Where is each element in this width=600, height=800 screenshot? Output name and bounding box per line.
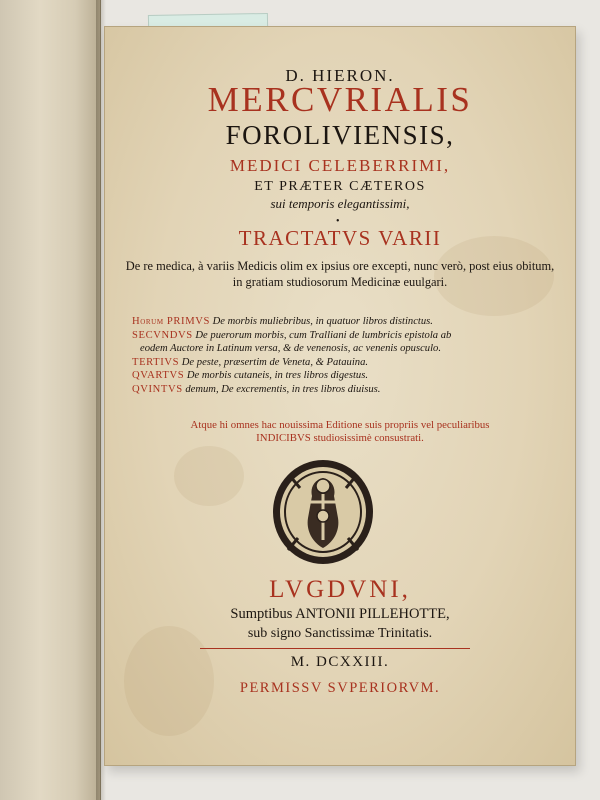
edition-note [124, 419, 556, 445]
author-prefix: D. HIERON. [285, 66, 395, 85]
author-name: MERCVRIALIS [207, 80, 473, 119]
contents-text: De peste, præsertim de Veneta, & Patauina. [181, 356, 369, 368]
contents-item-5 [132, 383, 564, 397]
contents-item-4 [132, 369, 564, 383]
contents-text: De puerorum morbis, cum Tralliani de lumbricis epistola ab [195, 329, 452, 341]
epithet-line-1: MEDICI CELEBERRIMI, [229, 156, 451, 175]
imprint-permission: PERMISSV SVPERIORVM. [239, 680, 441, 696]
imprint-year: M. DCXXIII. [290, 654, 390, 670]
work-title: TRACTATVS VARII [238, 226, 442, 250]
work-description: De re medica, à variis Medicis olim ex ipsius ore excepti, nunc verò, post eius obitum, in gratiam studiosorum Medicinæ euulgari. [125, 259, 555, 289]
edition-note-line-1: Atque hi omnes hac nouissima Editione suis propriis vel peculiaribus [190, 419, 490, 431]
book-spine-edge [0, 0, 101, 800]
contents-head: QVARTVS [132, 370, 185, 382]
edition-note-line-2: INDICIBVS studiosissimè consustrati. [256, 432, 424, 444]
contents-head: TERTIVS [132, 356, 180, 368]
trinity-emblem-icon [270, 458, 376, 566]
imprint-place: LVGDVNI, [269, 576, 411, 603]
author-origin: FOROLIVIENSIS, [225, 120, 455, 150]
epithet-line-3: sui temporis elegantissimi, [270, 196, 410, 211]
ornament-dot: • [336, 216, 340, 227]
contents-item-1 [132, 315, 564, 329]
contents-text: demum, De excrementis, in tres libros diuisus. [185, 383, 381, 395]
contents-item-3 [132, 356, 564, 370]
contents-item-2 [132, 329, 564, 343]
contents-head: Horum PRIMVS [132, 316, 210, 327]
divider-rule [200, 648, 470, 649]
contents-list [132, 315, 564, 397]
contents-text: De morbis cutaneis, in tres libros digestus. [186, 370, 368, 382]
imprint-publisher: Sumptibus ANTONII PILLEHOTTE, [230, 606, 450, 622]
contents-head: QVINTVS [132, 383, 183, 395]
contents-head: SECVNDVS [132, 329, 193, 341]
contents-text: eodem Auctore in Latinum versa, & de venenosis, ac venenis opusculo. [140, 343, 441, 355]
imprint-sign: sub signo Sanctissimæ Trinitatis. [247, 626, 433, 641]
contents-text: De morbis muliebribus, in quatuor libros distinctus. [212, 316, 433, 327]
contents-item-2-cont [132, 342, 564, 356]
title-page [104, 26, 576, 766]
epithet-line-2: ET PRÆTER CÆTEROS [254, 179, 426, 194]
